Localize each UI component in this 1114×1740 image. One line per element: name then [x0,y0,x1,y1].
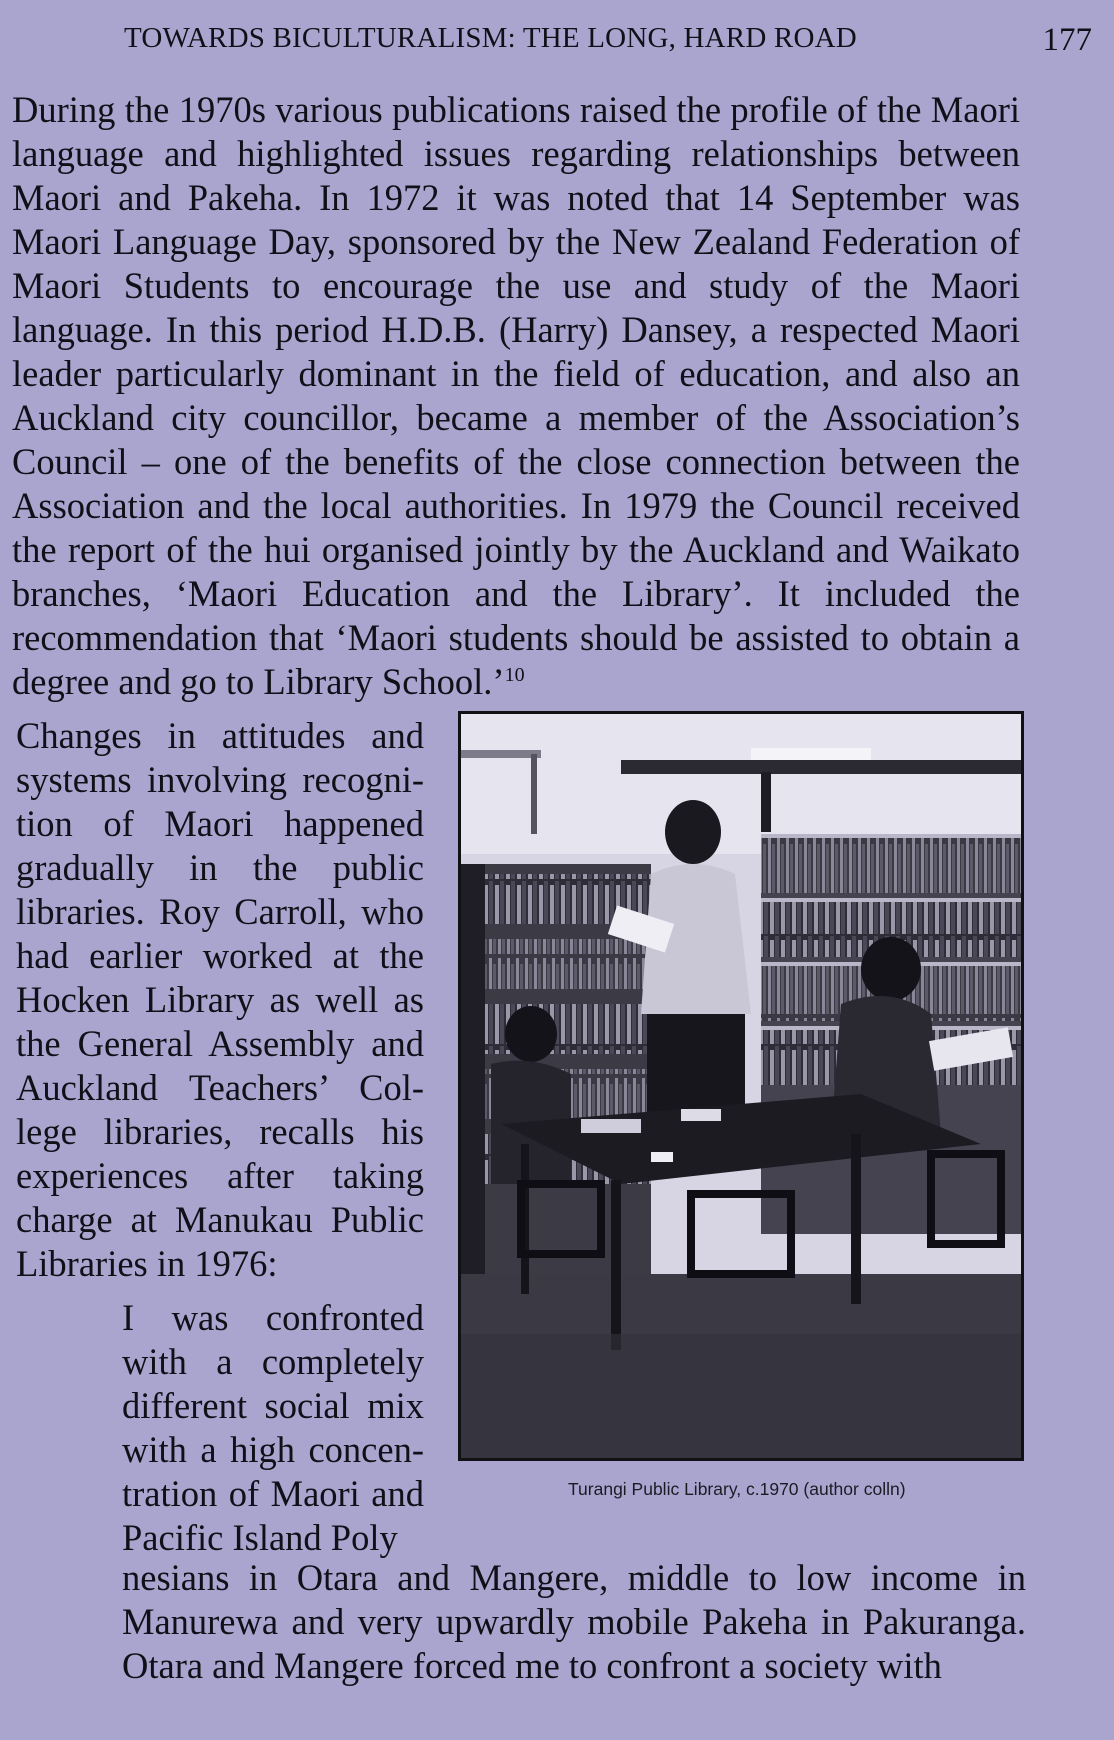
block-quote-part-1: I was confronted with a completely different social mix with a high concentration of Maori and Pacific Island Poly [122,1297,424,1558]
figure [458,711,1024,1499]
running-title: TOWARDS BICULTURALISM: THE LONG, HARD ROAD [124,22,857,54]
block-quote-part-2: nesians in Otara and Mangere, middle to low income in Manurewa and very upwardly mobile Pakeha in Pakuranga. Otara and Mangere forced me to confront a society with [122,1557,1026,1686]
figure-caption: Turangi Public Library, c.1970 (author colln) [568,1479,906,1499]
paragraph-1-text: During the 1970s various publications raised the profile of the Maori language and highlighted issues regarding relationships between Maori and Pakeha. In 1972 it was noted that 14 September was Maori Language Day, sponsored by the New Zealand Federation of Maori Students to encourage the use and study of the Maori language. In this period H.D.B. (Harry) Dansey, a respected Maori leader particularly dominant in the field of education, and also an Auckland city councillor, became a member of the Association’s Council – one of the benefits of the close connection between the Association and the local authorities. In 1979 the Council received the report of the hui organised jointly by the Auckland and Waikato branches, ‘Maori Education and the Library’. It included the recommendation that ‘Maori students should be assisted to obtain a degree and go to Library School.’ [12,89,1020,702]
paragraph-1 [12,88,1020,704]
footnote-reference: 10 [504,663,525,686]
library-photo [458,711,1024,1461]
library-photo-illustration [461,714,1021,1458]
page-number: 177 [1042,22,1092,58]
paragraph-2: Changes in attitudes and systems involving recognition of Maori happened gradually in the public libraries. Roy Carroll, who had earlier worked at the Hocken Library as well as the General Assembly and Auckland Teachers’ College libraries, recalls his experiences after taking charge at Manukau Public Libraries in 1976: [16,715,424,1284]
